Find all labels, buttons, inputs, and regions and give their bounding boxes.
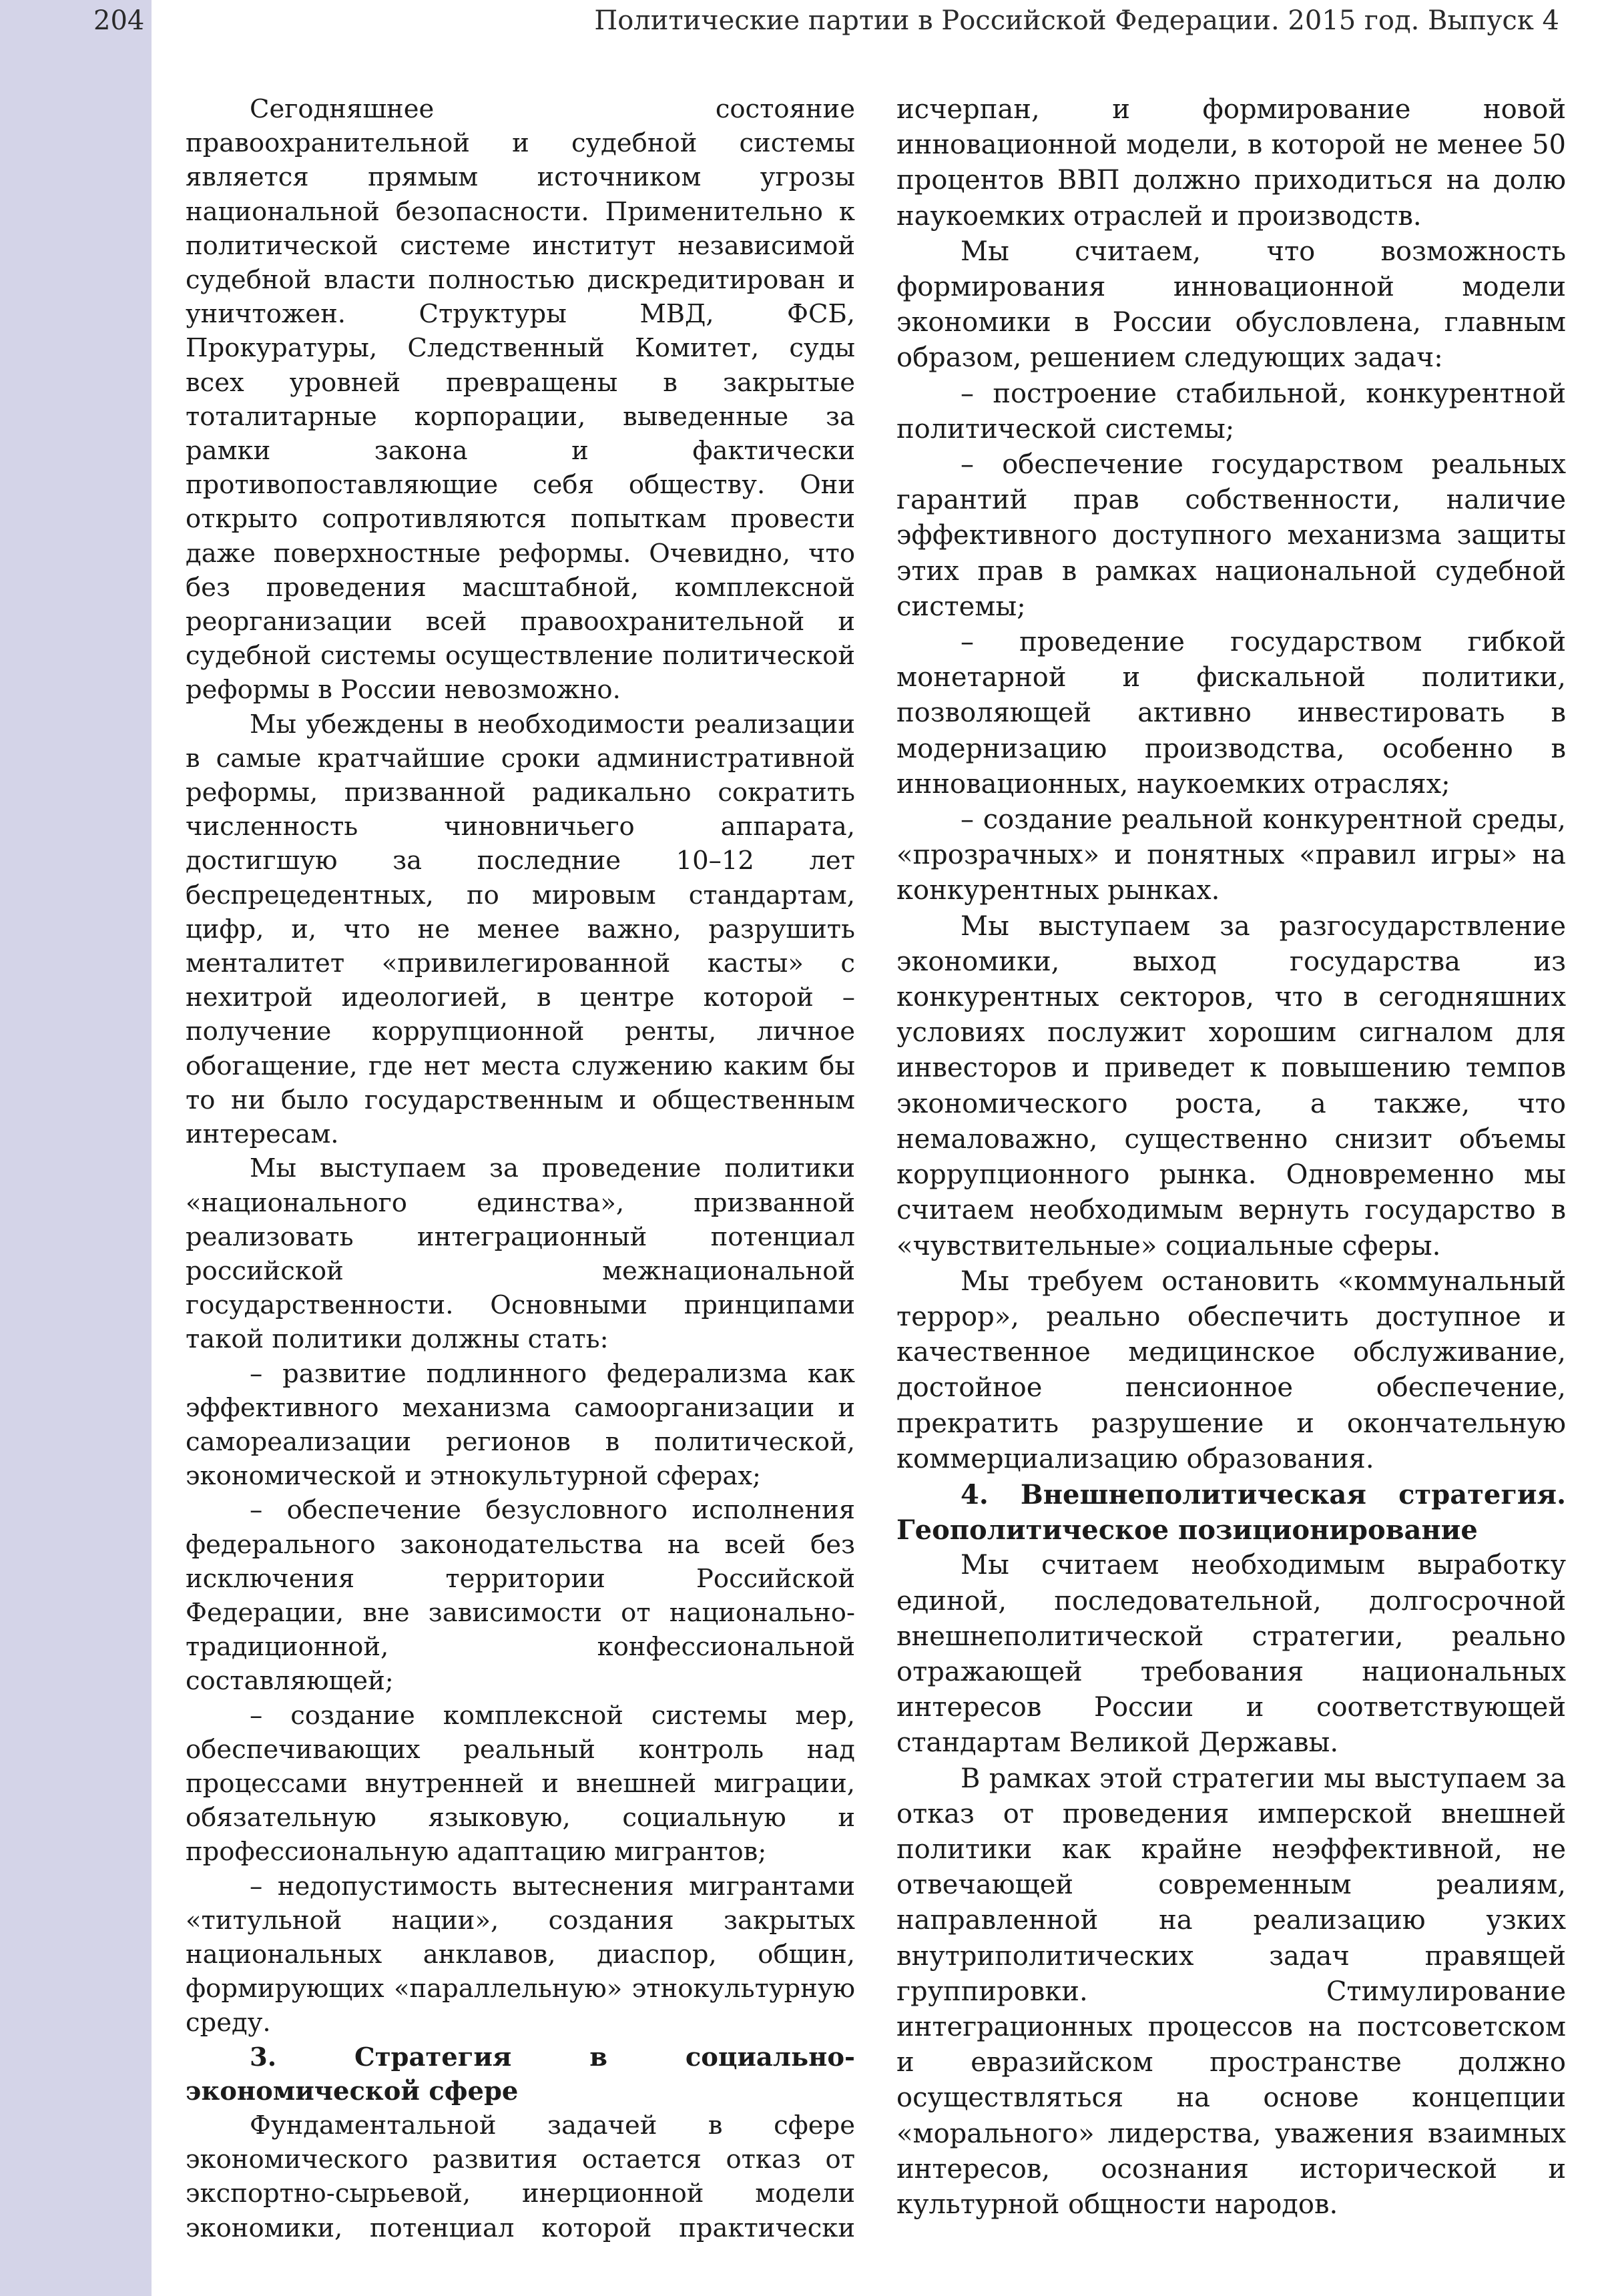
paragraph: Мы считаем необходимым выработку единой, последовательной, долгосрочной внешнеполитической стратегии, реально отражающей требования национальных интересов России и соответствующей стандартам Великой Державы. (896, 1550, 1566, 1759)
list-item: – развитие подлинного федерализма как эффективного механизма самоорганизации и самореализации регионов в политической, экономической и этнокультурной сферах; (186, 1358, 855, 1492)
paragraph: Мы выступаем за разгосударствление экономики, выход государства из конкурентных секторов, что в сегодняшних условиях послужит хорошим сигналом для инвесторов и приведет к повышению темпов экономического роста, а также, что немаловажно, существенно снизит объемы коррупционного рынка. Одновременно мы считаем необходимым вернуть государство в «чувствительные» социальные сферы. (896, 910, 1566, 1261)
paragraph: Мы выступаем за проведение политики «национального единства», призванной реализовать интеграционный потенциал российской межнациональной государственности. Основными принципами такой политики должны стать: (186, 1153, 855, 1355)
paragraph: В рамках этой стратегии мы выступаем за отказ от проведения имперской внешней политики как крайне неэффективной, не отвечающей современным реалиям, направленной на реализацию узких внутриполитических задач правящей группировки. Стимулирование интеграционных процессов на постсоветском и евразийском пространстве должно осуществляться на основе концепции «морального» лидерства, уважения взаимных интересов, осознания исторической и культурной общности народов. (896, 1763, 1566, 2220)
page-number: 204 (93, 5, 145, 36)
list-item: – создание комплексной системы мер, обеспечивающих реальный контроль над процессами внутренней и внешней миграции, обязательную языковую, социальную и профессиональную адаптацию мигрантов; (186, 1700, 855, 1868)
list-item: – проведение государством гибкой монетарной и фискальной политики, позволяющей активно инвестировать в модернизацию производства, особенно в инновационных, наукоемких отраслях; (896, 627, 1566, 800)
list-item: – обеспечение безусловного исполнения федерального законодательства на всей без исключения территории Российской Федерации, вне зависимости от национально-традиционной, конфессиональной составляющей; (186, 1495, 855, 1697)
list-item: – построение стабильной, конкурентной политической системы; (896, 378, 1566, 445)
paragraph: Мы убеждены в необходимости реализации в самые кратчайшие сроки административной реформы, призванной радикально сократить численность чиновничьего аппарата, достигшую за последние 10–12 лет беспрецедентных, по мировым стандартам, цифр, и, что не менее важно, разрушить менталитет «привилегированной касты» с нехитрой идеологией, в центре которой – получение коррупционной ренты, личное обогащение, где нет места служению каким бы то ни было государственным и общественным интересам. (186, 709, 855, 1150)
paragraph-continuation: исчерпан, и формирование новой инновационной модели, в которой не менее 50 процентов ВВП должно приходиться на долю наукоемких отраслей и производств. (896, 94, 1566, 232)
right-column (896, 92, 1566, 2223)
paragraph: Фундаментальной задачей в сфере экономического развития остается отказ от экспортно-сырьевой, инерционной модели экономики, потенциал которой практически (186, 2110, 855, 2243)
list-item: – недопустимость вытеснения мигрантами «титульной нации», создания закрытых национальных анклавов, диаспор, общин, формирующих «параллельную» этнокультурную среду. (186, 1871, 855, 2038)
paragraph: Мы требуем остановить «коммунальный террор», реально обеспечить доступное и качественное медицинское обслуживание, достойное пенсионное обеспечение, прекратить разрушение и окончательную коммерциализацию образования. (896, 1265, 1566, 1474)
paragraph: Мы считаем, что возможность формирования инновационной модели экономики в России обусловлена, главным образом, решением следующих задач: (896, 236, 1566, 374)
page-margin-band (0, 0, 152, 2296)
paragraph: Сегодняшнее состояние правоохранительной и судебной системы является прямым источником угрозы национальной безопасности. Применительно к политической системе институт независимой судебной власти полностью дискредитирован и уничтожен. Структуры МВД, ФСБ, Прокуратуры, Следственный Комитет, суды всех уровней превращены в закрытые тоталитарные корпорации, выведенные за рамки закона и фактически противопоставляющие себя обществу. Они открыто сопротивляются попыткам провести даже поверхностные реформы. Очевидно, что без проведения масштабной, комплексной реорганизации всей правоохранительной и судебной системы осуществление политической реформы в России невозможно. (186, 94, 855, 705)
section-heading: 4. Внешнеполитическая стратегия. Геополитическое позиционирование (896, 1478, 1566, 1546)
section-heading: 3. Стратегия в социально-экономической сфере (186, 2042, 855, 2106)
list-item: – обеспечение государством реальных гарантий прав собственности, наличие эффективного доступного механизма защиты этих прав в рамках национальной судебной системы; (896, 449, 1566, 622)
left-column (186, 92, 855, 2245)
running-header: Политические партии в Российской Федерации. 2015 год. Выпуск 4 (594, 5, 1559, 36)
list-item: – создание реальной конкурентной среды, «прозрачных» и понятных «правил игры» на конкурентных рынках. (896, 804, 1566, 906)
